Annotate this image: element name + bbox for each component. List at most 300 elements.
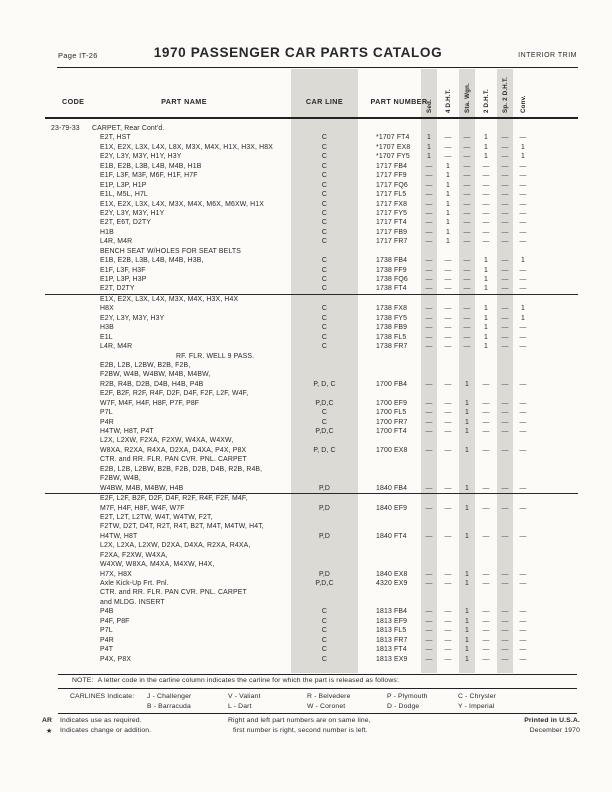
row-part-number: 1738 FT4 [376,285,407,293]
row-body-mark: — [519,636,527,644]
row-body-mark: — [425,532,433,540]
row-body-mark: 1 [446,191,450,199]
row-body-mark: 1 [446,200,450,208]
row-part-number: 1813 FL5 [376,627,407,635]
table-row [0,522,612,531]
row-body-mark: — [425,570,433,578]
row-body-mark: — [501,257,509,265]
row-body-mark: — [463,305,471,313]
row-part-number: *1707 FT4 [376,134,410,142]
row-body-mark: — [463,209,471,217]
row-part-number: 1738 FB9 [376,324,408,332]
row-body-mark: — [501,484,509,492]
row-body-mark: — [425,191,433,199]
row-body-mark: — [482,162,490,170]
row-body-mark: 1 [446,228,450,236]
row-body-mark: — [501,238,509,246]
row-part-number: 1717 FF9 [376,172,407,180]
row-body-mark: — [501,428,509,435]
row-body-mark: — [444,504,452,512]
row-body-mark: 1 [484,257,488,265]
row-body-mark: — [519,134,527,142]
row-body-mark: — [482,172,490,180]
row-body-mark: — [482,608,490,616]
row-body-mark: — [444,333,452,341]
table-row [0,446,612,455]
row-body-mark: — [444,617,452,625]
row-car-line: P,D [318,532,331,540]
row-body-mark: — [501,324,509,332]
row-part-name: W7F, M4F, H4F, H8F, P7F, P8F [100,399,200,407]
table-row [0,636,612,645]
row-car-line: P,D,C [315,428,334,435]
row-car-line: C [321,276,328,283]
row-body-mark: — [501,162,509,170]
value-column-header: 4 D.H.T. [445,89,452,113]
row-part-name: H3B [100,324,114,332]
row-body-mark: — [519,343,527,351]
column-header-part-name: PART NAME [161,97,207,106]
row-part-number: *1707 EX8 [376,143,411,151]
row-part-number: 1717 FR7 [376,238,408,246]
row-body-mark: — [519,399,527,407]
row-body-mark: — [501,228,509,236]
row-body-mark: — [425,504,433,512]
row-part-name: H8X [100,305,114,313]
carline-legend-item: W - Coronet [307,703,346,710]
row-car-line: C [321,200,328,208]
row-body-mark: — [463,162,471,170]
row-body-mark: — [425,285,433,293]
row-body-mark: — [519,409,527,417]
row-body-mark: — [501,219,509,227]
row-body-mark: — [482,399,490,407]
print-date-label: December 1970 [529,727,580,734]
row-part-name: E2F, B2F, R2F, R4F, D2F, D4F, F2F, L2F, W4F, [100,390,249,398]
row-body-mark: — [463,324,471,332]
row-part-name: P7L [100,409,113,417]
row-body-mark: 1 [465,504,469,512]
carline-legend-item: R - Belvedere [307,693,351,700]
row-part-number: 1813 FB4 [376,608,408,616]
row-body-mark: — [463,285,471,293]
row-car-line: C [321,617,328,625]
row-car-line: C [321,343,328,351]
row-body-mark: — [444,153,452,161]
row-part-name: L2X, L2XW, F2XA, F2XW, W4XA, W4XW, [100,437,234,445]
row-car-line: C [321,636,328,644]
row-body-mark: — [501,418,509,426]
row-body-mark: — [501,627,509,635]
row-body-mark: — [425,238,433,246]
row-body-mark: — [501,409,509,417]
row-body-mark: — [501,532,509,540]
row-car-line: P,D,C [315,580,334,587]
table-row [0,436,612,445]
row-body-mark: — [519,428,527,435]
row-body-mark: — [482,636,490,644]
ar-code: AR [42,717,53,724]
row-part-number: 1738 FX8 [376,305,408,313]
row-part-name: E2B, L2B, L2BW, B2B, F2B, [100,361,191,369]
row-part-number: 1700 FR7 [376,418,408,426]
row-body-mark: — [519,333,527,341]
row-part-name: E2Y, L3Y, M3Y, H1Y [100,209,165,217]
row-body-mark: 1 [484,153,488,161]
note-bottom-rule [58,713,577,714]
row-car-line: C [321,191,328,199]
row-body-mark: 1 [521,305,525,313]
table-row [0,474,612,483]
row-body-mark: — [501,333,509,341]
table-row [0,304,612,313]
table-header-rule [45,117,578,119]
row-body-mark: — [519,570,527,578]
row-body-mark: 1 [484,276,488,283]
row-body-mark: — [463,343,471,351]
row-body-mark: — [519,380,527,388]
row-body-mark: — [425,314,433,322]
row-part-name: P4X, P8X [100,655,132,663]
row-part-name: P7L [100,627,113,635]
carline-legend-item: Y - Imperial [458,703,495,710]
parts-table-body [0,124,612,664]
row-body-mark: — [519,200,527,208]
row-part-number: 1717 FL5 [376,191,407,199]
row-body-mark: — [519,504,527,512]
row-car-line: C [321,172,328,180]
table-row [0,570,612,579]
row-body-mark: — [482,646,490,654]
row-body-mark: — [444,276,452,283]
row-car-line: C [321,646,328,654]
row-body-mark: — [482,238,490,246]
table-row [0,645,612,654]
row-body-mark: 1 [465,380,469,388]
row-body-mark: — [482,209,490,217]
row-car-line: P, D, C [313,380,336,388]
row-body-mark: 1 [465,646,469,654]
row-body-mark: — [482,504,490,512]
row-body-mark: 1 [465,580,469,587]
row-part-name: BENCH SEAT W/HOLES FOR SEAT BELTS [100,247,242,255]
row-body-mark: 1 [484,285,488,293]
row-part-name: E2T, L2T, L2TW, W4T, W4TW, F2T, [100,513,213,521]
row-body-mark: — [482,380,490,388]
row-body-mark: — [482,627,490,635]
row-body-mark: — [501,380,509,388]
row-car-line: C [321,266,328,274]
table-row [0,560,612,569]
row-body-mark: 1 [484,305,488,313]
table-row [0,598,612,607]
row-body-mark: — [425,617,433,625]
column-header-code: CODE [62,97,85,106]
row-body-mark: 1 [484,324,488,332]
row-part-name: H4TW, H8T, P4T [100,428,154,435]
row-body-mark: — [519,276,527,283]
row-body-mark: — [501,646,509,654]
note-text: A letter code in the carline column indicates the carline for which the part is released as follows: [97,677,399,684]
table-row [0,427,612,436]
table-row [0,181,612,190]
row-part-name: H1B [100,228,114,236]
row-body-mark: — [482,181,490,189]
row-body-mark: — [519,655,527,663]
carline-legend-item: V - Valiant [228,693,261,700]
row-body-mark: — [425,409,433,417]
row-car-line: C [321,285,328,293]
row-body-mark: — [425,276,433,283]
row-body-mark: — [425,257,433,265]
row-body-mark: — [444,380,452,388]
row-body-mark: — [444,608,452,616]
table-row [0,607,612,616]
row-body-mark: — [444,285,452,293]
row-body-mark: 1 [465,532,469,540]
table-row [0,152,612,161]
row-body-mark: — [519,324,527,332]
row-body-mark: — [425,219,433,227]
table-row [0,256,612,265]
row-body-mark: — [519,418,527,426]
printed-in-label: Printed in U.S.A. [524,717,580,724]
table-row [0,551,612,560]
row-part-name: CTR. and RR. FLR. PAN CVR. PNL. CARPET [100,456,247,464]
row-car-line: C [321,627,328,635]
row-body-mark: — [463,134,471,142]
row-body-mark: 1 [446,162,450,170]
row-part-name: L4R, M4R [100,343,133,351]
row-part-number: 1717 FB9 [376,228,408,236]
row-part-name: CARPET, Rear Cont'd. [92,125,165,132]
row-body-mark: — [425,418,433,426]
row-body-mark: — [425,428,433,435]
row-part-name: E1F, L3F, H3F [100,266,146,274]
row-part-name: E1L [100,333,113,341]
row-car-line: C [321,655,328,663]
row-body-mark: — [482,219,490,227]
row-car-line: C [321,238,328,246]
table-row [0,588,612,597]
row-body-mark: — [519,617,527,625]
table-row [0,143,612,152]
row-body-mark: — [425,646,433,654]
row-body-mark: 1 [427,134,431,142]
row-body-mark: 1 [521,143,525,151]
row-part-name: W4XW, W8XA, M4XA, M4XW, H4X, [100,561,215,569]
row-body-mark: — [501,266,509,274]
row-body-mark: — [425,266,433,274]
row-car-line: C [321,143,328,151]
row-body-mark: — [482,200,490,208]
row-part-name: E2T, HST [100,134,131,142]
row-part-number: 1813 EX9 [376,655,408,663]
row-body-mark: 1 [484,314,488,322]
row-body-mark: — [425,172,433,180]
row-body-mark: 1 [521,314,525,322]
row-body-mark: — [501,276,509,283]
row-body-mark: — [463,191,471,199]
row-body-mark: — [519,181,527,189]
row-part-number: 1840 FT4 [376,532,407,540]
row-body-mark: — [519,484,527,492]
row-body-mark: 1 [484,143,488,151]
row-body-mark: — [444,636,452,644]
row-part-name: E1L, M5L, H7L [100,191,148,199]
row-body-mark: — [501,570,509,578]
row-part-number: *1707 FY5 [376,153,410,161]
row-body-mark: — [444,655,452,663]
row-part-name: and MLDG. INSERT [100,598,165,606]
row-car-line: C [321,134,328,142]
table-row [0,504,612,513]
row-part-name: M7F, H4F, H8F, W4F, W7F [100,504,185,512]
row-body-mark: — [482,228,490,236]
row-body-mark: 1 [446,172,450,180]
row-body-mark: — [463,228,471,236]
row-body-mark: — [519,627,527,635]
table-row [0,380,612,389]
row-body-mark: 1 [427,153,431,161]
row-body-mark: — [463,181,471,189]
row-body-mark: 1 [427,143,431,151]
row-body-mark: 1 [465,418,469,426]
row-body-mark: — [463,219,471,227]
row-part-number: 1813 FR7 [376,636,408,644]
table-row [0,465,612,474]
row-part-name: E2B, L2B, L2BW, B2B, F2B, D2B, D4B, R2B, R4B, [100,465,263,473]
table-row [0,133,612,142]
carlines-label: CARLINES Indicate: [70,693,135,700]
row-body-mark: — [501,314,509,322]
table-row [0,455,612,464]
footer-center-line1: Right and left part numbers are on same line, [228,717,371,724]
row-body-mark: — [463,276,471,283]
row-body-mark: — [463,257,471,265]
row-part-name: P4R [100,418,114,426]
row-body-mark: — [482,191,490,199]
row-body-mark: — [519,172,527,180]
row-car-line: C [321,257,328,265]
carline-legend-item: D - Dodge [387,703,420,710]
value-column-header: 2 D.H.T. [483,89,490,113]
row-body-mark: — [425,324,433,332]
row-car-line: P,D,C [315,399,334,407]
row-body-mark: — [519,191,527,199]
table-row [0,266,612,275]
table-row [0,399,612,408]
table-row [0,494,612,503]
table-row [0,209,612,218]
row-body-mark: 1 [465,636,469,644]
table-row [0,361,612,370]
row-part-name: E1B, E2B, L3B, L4B, M4B, H1B [100,162,202,170]
row-car-line: P,D [318,570,331,578]
row-part-number: 1700 EF9 [376,399,408,407]
row-body-mark: 1 [465,484,469,492]
row-body-mark: — [444,257,452,265]
row-body-mark: 1 [484,266,488,274]
row-body-mark: — [425,380,433,388]
row-part-name: E1X, E2X, L3X, L4X, L8X, M3X, M4X, H1X, H3X, H8X [100,143,274,151]
row-body-mark: — [482,418,490,426]
row-body-mark: — [501,172,509,180]
table-row [0,284,612,293]
row-body-mark: — [444,305,452,313]
row-body-mark: — [425,484,433,492]
table-row [0,124,612,133]
table-row [0,237,612,246]
table-row [0,513,612,522]
table-row [0,418,612,427]
row-body-mark: — [482,484,490,492]
row-car-line: C [321,333,328,341]
row-body-mark: — [444,266,452,274]
row-body-mark: — [444,324,452,332]
row-body-mark: — [519,646,527,654]
row-part-name: E1X, E2X, L3X, L4X, M3X, M4X, H3X, H4X [100,295,239,303]
row-body-mark: — [482,409,490,417]
row-body-mark: 1 [465,617,469,625]
row-body-mark: — [444,409,452,417]
row-body-mark: — [425,580,433,587]
row-body-mark: 1 [521,257,525,265]
row-body-mark: — [425,209,433,217]
row-body-mark: 1 [465,570,469,578]
table-row [0,352,612,361]
row-part-number: 4320 EX9 [376,580,408,587]
row-body-mark: — [501,617,509,625]
row-part-number: 1700 FL5 [376,409,407,417]
row-part-name: E1B, E2B, L3B, L4B, M4B, H3B, [100,257,204,265]
row-body-mark: — [444,484,452,492]
table-row [0,247,612,256]
table-row [0,579,612,588]
row-body-mark: — [501,285,509,293]
row-body-mark: 1 [465,409,469,417]
row-part-name: F2BW, W4B, [100,475,141,483]
row-car-line: C [321,219,328,227]
row-part-number: 1738 FF9 [376,266,407,274]
note-row [72,677,399,684]
row-part-number: 1840 FB4 [376,484,408,492]
table-row [0,617,612,626]
row-part-name: E1P, L3P, H3P [100,276,147,283]
row-part-number: 1813 EF9 [376,617,408,625]
row-part-name: E2T, D2TY [100,285,135,293]
row-part-number: 1700 EX8 [376,446,408,454]
table-row [0,314,612,323]
column-header-part-number: PART NUMBER [370,97,428,106]
row-car-line: C [321,314,328,322]
row-body-mark: — [519,209,527,217]
page-number-label: Page IT-26 [58,51,98,60]
row-body-mark: — [444,418,452,426]
row-part-number: 1840 EX8 [376,570,408,578]
row-body-mark: — [463,266,471,274]
row-part-number: 1717 FY5 [376,209,408,217]
row-body-mark: — [519,162,527,170]
row-car-line: C [321,324,328,332]
row-car-line: C [321,153,328,161]
row-body-mark: — [482,532,490,540]
row-body-mark: — [425,333,433,341]
row-body-mark: 1 [521,153,525,161]
column-header-car-line: CAR LINE [305,97,344,106]
row-body-mark: 1 [446,238,450,246]
table-row [0,200,612,209]
